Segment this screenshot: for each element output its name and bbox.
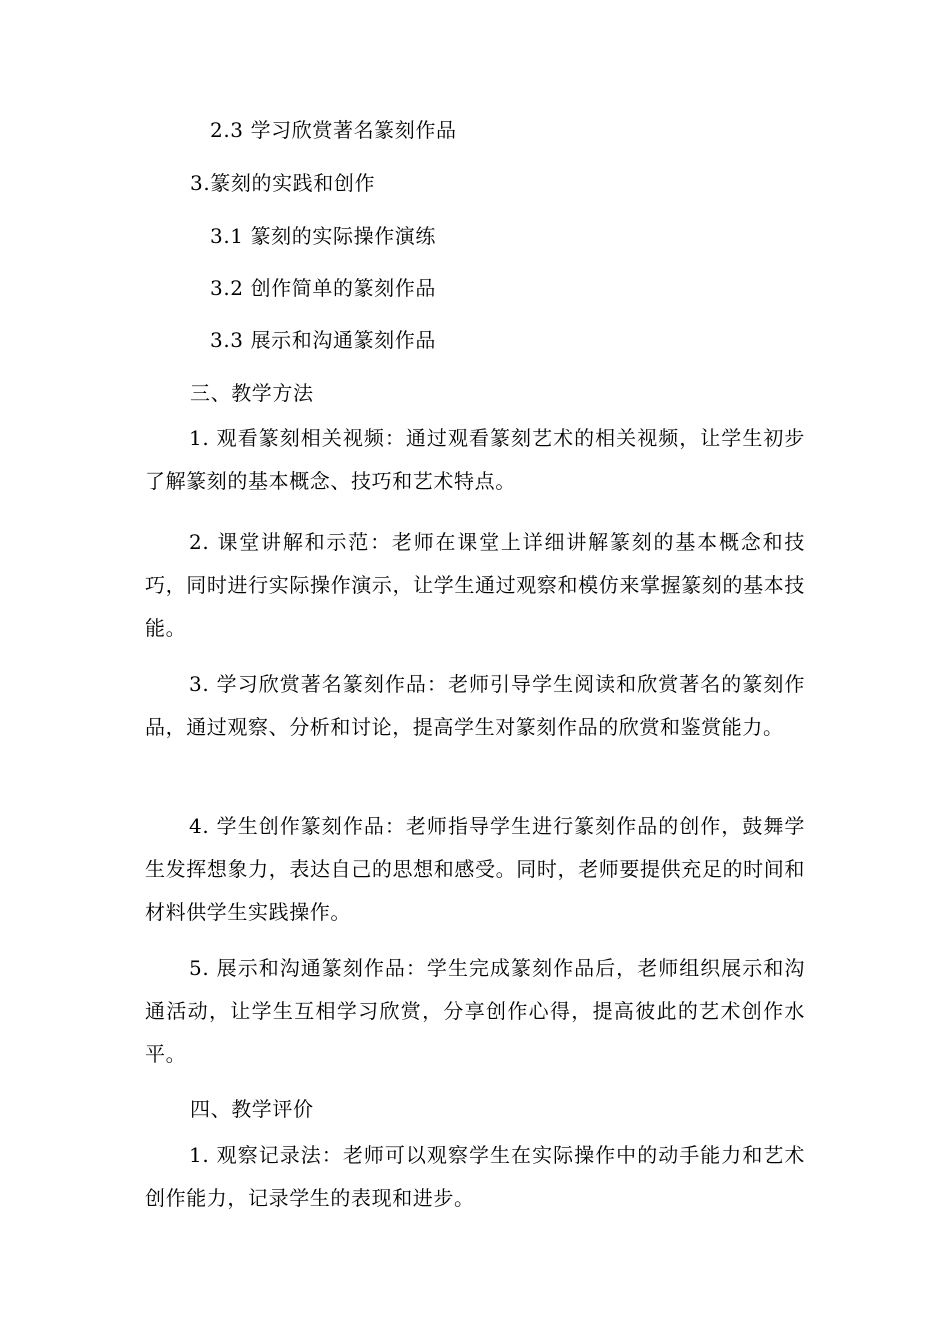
outline-item-3: 3.篆刻的实践和创作: [190, 171, 376, 195]
section-heading-teaching-evaluation: 四、教学评价: [190, 1097, 314, 1121]
outline-item-3-3: 3.3 展示和沟通篆刻作品: [210, 328, 436, 352]
method-paragraph-4: 4. 学生创作篆刻作品：老师指导学生进行篆刻作品的创作，鼓舞学生发挥想象力，表达自己的思想和感受。同时，老师要提供充足的时间和材料供学生实践操作。: [145, 814, 805, 924]
outline-item-3-2: 3.2 创作简单的篆刻作品: [210, 276, 436, 300]
section-heading-teaching-methods: 三、教学方法: [190, 381, 314, 405]
outline-item-3-1: 3.1 篆刻的实际操作演练: [210, 224, 436, 248]
evaluation-paragraph-1: 1. 观察记录法：老师可以观察学生在实际操作中的动手能力和艺术创作能力，记录学生的表现和进步。: [145, 1143, 805, 1210]
method-paragraph-2: 2. 课堂讲解和示范：老师在课堂上详细讲解篆刻的基本概念和技巧，同时进行实际操作演示，让学生通过观察和模仿来掌握篆刻的基本技能。: [145, 530, 805, 640]
method-paragraph-5: 5. 展示和沟通篆刻作品：学生完成篆刻作品后，老师组织展示和沟通活动，让学生互相学习欣赏，分享创作心得，提高彼此的艺术创作水平。: [145, 956, 805, 1066]
outline-item-2-3: 2.3 学习欣赏著名篆刻作品: [210, 118, 457, 142]
method-paragraph-3: 3. 学习欣赏著名篆刻作品：老师引导学生阅读和欣赏著名的篆刻作品，通过观察、分析和讨论，提高学生对篆刻作品的欣赏和鉴赏能力。: [145, 672, 805, 739]
method-paragraph-1: 1. 观看篆刻相关视频：通过观看篆刻艺术的相关视频，让学生初步了解篆刻的基本概念、技巧和艺术特点。: [145, 426, 805, 493]
